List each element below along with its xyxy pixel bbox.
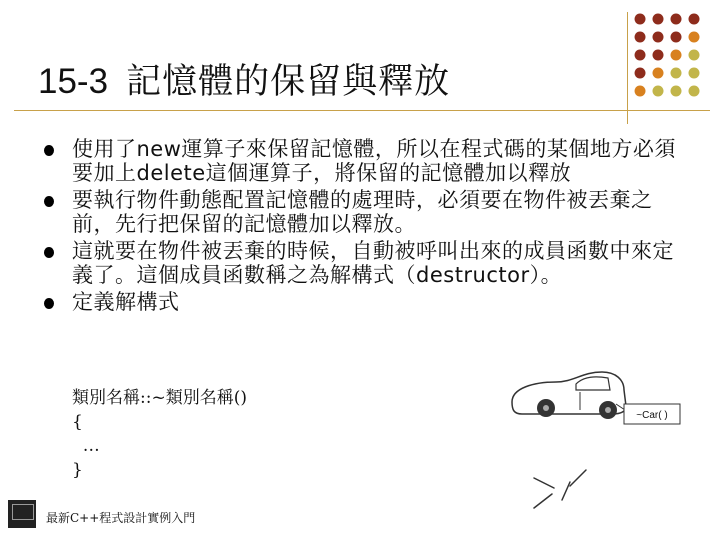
car-front-hubcap: [543, 405, 549, 411]
bullet-dot-icon: [44, 145, 54, 156]
code-line: }: [72, 460, 83, 480]
slide-title: [38, 62, 450, 102]
dot-row-3: [635, 50, 700, 61]
car-icon: [504, 366, 694, 516]
bullet-item: [44, 290, 684, 314]
bullet-text: 這就要在物件被丟棄的時候，自動被呼叫出來的成員函數中來定義了。這個成員函數稱之為解構式（destructor）。: [72, 239, 674, 287]
code-line: …: [72, 436, 100, 456]
dot-row-4: [635, 68, 700, 79]
accent-vertical-line: [627, 12, 628, 124]
bullet-dot-icon: [44, 298, 54, 309]
code-line: 類別名稱::~類別名稱(): [72, 388, 247, 408]
title-underline: [14, 110, 710, 111]
bullet-text: 定義解構式: [72, 290, 180, 314]
bullet-dot-icon: [44, 196, 54, 207]
dot-row-5: [635, 86, 700, 97]
bullet-text: 使用了new運算子來保留記憶體，所以在程式碼的某個地方必須要加上delete這個運算子，將保留的記憶體加以釋放: [72, 137, 676, 185]
debris-lines: [534, 470, 586, 508]
bullet-list: [44, 137, 684, 317]
footer-book-title: 最新C++程式設計實例入門: [46, 511, 196, 525]
bullet-item: [44, 137, 684, 185]
dot-row-2: [635, 32, 700, 43]
title-text: 記憶體的保留與釋放: [126, 62, 451, 102]
destructor-syntax-code: [72, 386, 247, 482]
bullet-item: [44, 239, 684, 287]
publisher-logo-icon: [8, 500, 36, 528]
title-number: 15-3: [38, 62, 109, 101]
bullet-item: [44, 188, 684, 236]
bullet-text: 要執行物件動態配置記憶體的處理時，必須要在物件被丟棄之前，先行把保留的記憶體加以釋放。: [72, 188, 653, 236]
car-rear-hubcap: [605, 407, 611, 413]
car-label-text: ~Car( ): [636, 410, 668, 421]
bullet-dot-icon: [44, 247, 54, 258]
code-line: {: [72, 412, 83, 432]
dot-row-1: [635, 14, 700, 25]
